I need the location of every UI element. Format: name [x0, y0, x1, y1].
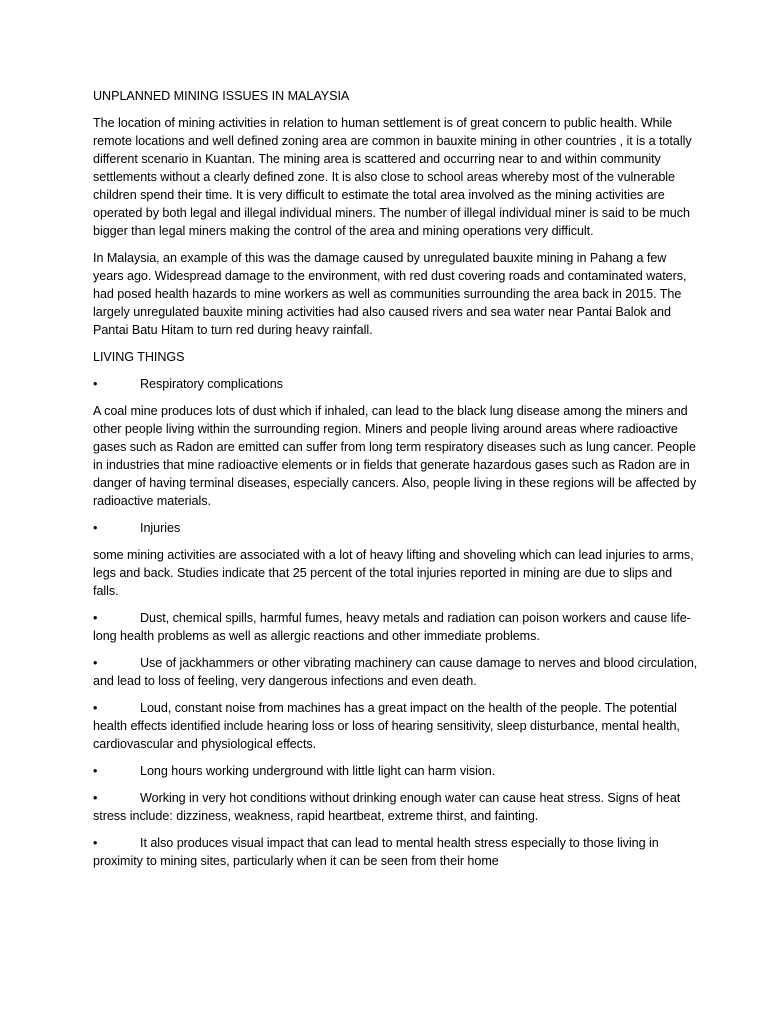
- bullet-text: Use of jackhammers or other vibrating machinery can cause damage to nerves and blood circulation, and lead to loss of feeling, very dangerous infections and even death.: [93, 656, 698, 688]
- paragraph-injuries: some mining activities are associated with a lot of heavy lifting and shoveling which can lead injuries to arms, legs and back. Studies indicate that 25 percent of the total injuries reported in mining are due to slips and falls.: [93, 548, 694, 598]
- bullet-icon: •: [93, 611, 98, 625]
- bullet-respiratory: [93, 375, 700, 393]
- bullet-visual-impact: [93, 834, 700, 870]
- paragraph-location: The location of mining activities in relation to human settlement is of great concern to public health. While remote locations and well defined zoning area are common in bauxite mining in other countries , it is a totally different scenario in Kuantan. The mining area is scattered and occurring near to and within community settlements without a clearly defined zone. It is also close to school areas whereby most of the vulnerable children spend their time. It is very difficult to estimate the total area involved as the mining activities are operated by both legal and illegal individual miners. The number of illegal individual miner is said to be much bigger than legal miners making the control of the area and mining operations very difficult.: [93, 116, 692, 238]
- bullet-heat: [93, 789, 700, 825]
- bullet-text: Dust, chemical spills, harmful fumes, heavy metals and radiation can poison workers and cause life-long health problems as well as allergic reactions and other immediate problems.: [93, 611, 691, 643]
- bullet-vision: [93, 762, 700, 780]
- bullet-icon: •: [93, 791, 98, 805]
- bullet-icon: •: [93, 521, 98, 535]
- bullet-text: Loud, constant noise from machines has a great impact on the health of the people. The potential health effects identified include hearing loss or loss of hearing sensitivity, sleep disturbance, mental health, cardiovascular and physiological effects.: [93, 701, 680, 751]
- bullet-text: It also produces visual impact that can lead to mental health stress especially to those living in proximity to mining sites, particularly when it can be seen from their home: [93, 836, 659, 868]
- bullet-icon: •: [93, 377, 98, 391]
- bullet-jackhammers: [93, 654, 700, 690]
- bullet-icon: •: [93, 656, 98, 670]
- bullet-injuries: [93, 519, 700, 537]
- bullet-text: Working in very hot conditions without drinking enough water can cause heat stress. Signs of heat stress include: dizziness, weakness, rapid heartbeat, extreme thirst, and fainting.: [93, 791, 681, 823]
- bullet-dust: [93, 609, 700, 645]
- bullet-icon: •: [93, 701, 98, 715]
- bullet-text: Respiratory complications: [140, 377, 283, 391]
- paragraph-respiratory: A coal mine produces lots of dust which if inhaled, can lead to the black lung disease among the miners and other people living within the surrounding region. Miners and people living around areas where radioactive gases such as Radon are emitted can suffer from long term respiratory diseases such as lung cancer. People in industries that mine radioactive elements or in fields that generate hazardous gases such as Radon are in danger of having terminal diseases, especially cancers. Also, people living in these regions will be affected by radioactive materials.: [93, 404, 697, 508]
- bullet-text: Long hours working underground with little light can harm vision.: [140, 764, 496, 778]
- bullet-icon: •: [93, 764, 98, 778]
- bullet-icon: •: [93, 836, 98, 850]
- bullet-noise: [93, 699, 700, 753]
- paragraph-malaysia: In Malaysia, an example of this was the damage caused by unregulated bauxite mining in Pahang a few years ago. Widespread damage to the environment, with red dust covering roads and contaminated waters, had posed health hazards to mine workers as well as communities surrounding the area back in 2015. The largely unregulated bauxite mining activities had also caused rivers and sea water near Pantai Balok and Pantai Batu Hitam to turn red during heavy rainfall.: [93, 251, 687, 337]
- bullet-text: Injuries: [140, 521, 181, 535]
- section-heading-living-things: LIVING THINGS: [93, 350, 185, 364]
- document-title: UNPLANNED MINING ISSUES IN MALAYSIA: [93, 89, 350, 103]
